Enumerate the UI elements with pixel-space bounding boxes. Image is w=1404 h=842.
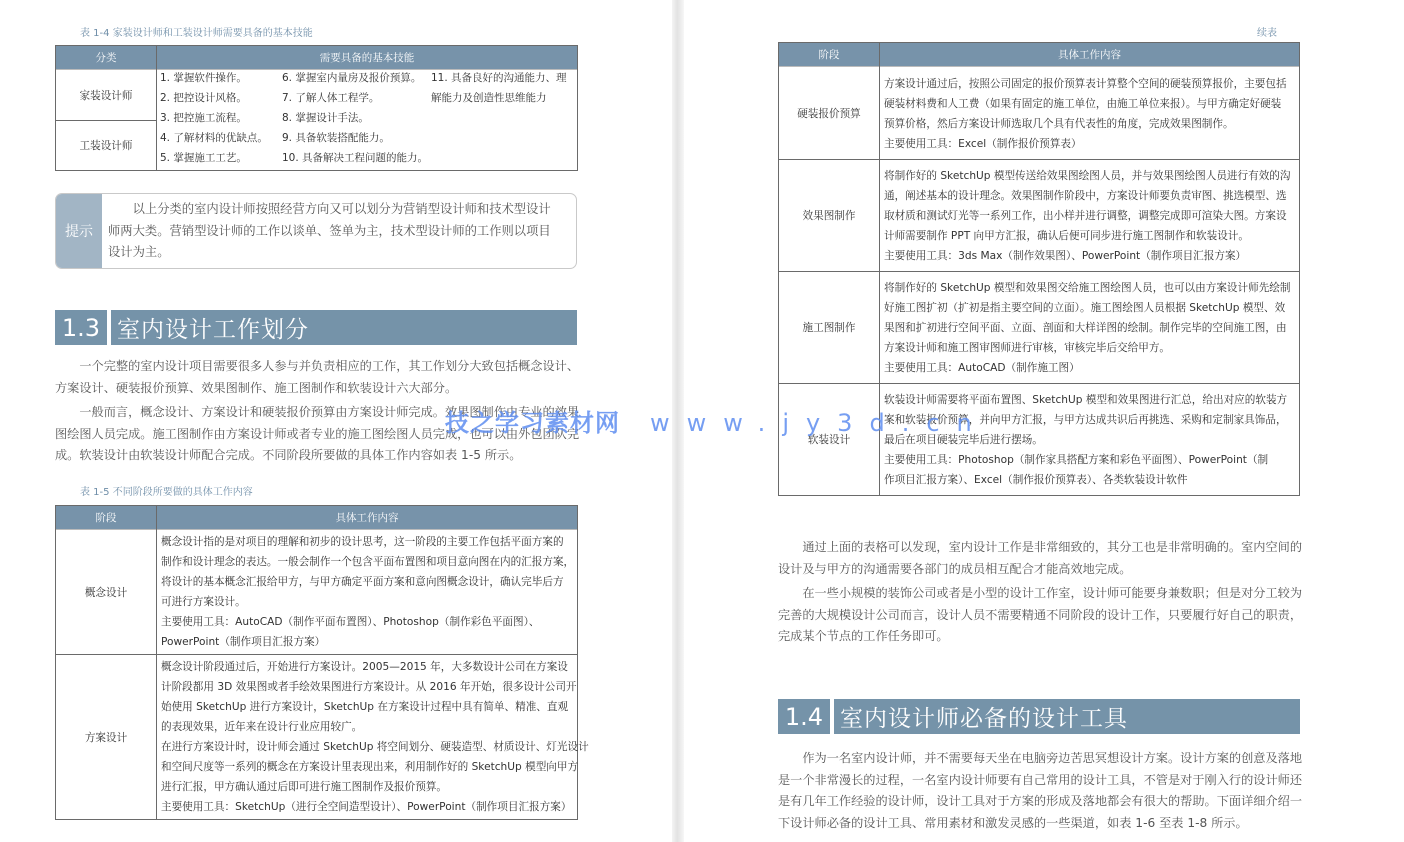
skills-column — [282, 68, 428, 168]
text-line: 最后在项目硬装完毕后进行摆场。 — [884, 434, 1043, 446]
text-line: 方案设计、硬装报价预算、效果图制作、施工图制作和软装设计六大部分。 — [55, 380, 458, 395]
text-line: PowerPoint（制作项目汇报方案） — [161, 636, 326, 648]
text-line: 3. 把控施工流程。 — [160, 112, 247, 124]
text-line: 主要使用工具：SketchUp（进行全空间造型设计）、PowerPoint（制作项目汇报方案） — [161, 801, 572, 813]
stage-table — [55, 505, 589, 820]
text-line: 主要使用工具：Excel（制作报价预算表） — [884, 138, 1082, 150]
tip-label: 提示 — [56, 194, 102, 268]
section-title: 室内设计工作划分 — [117, 317, 309, 343]
column-header: 分类 — [56, 46, 157, 70]
stage-cell: 软装设计 — [779, 384, 880, 496]
content-cell — [880, 272, 1300, 384]
text-line: 完成某个节点的工作任务即可。 — [778, 629, 949, 643]
stage-cell: 硬装报价预算 — [779, 67, 880, 160]
text-line: 案和软装报价预算，并向甲方汇报，与甲方达成共识后再挑选、采购和定制家具饰品， — [884, 414, 1287, 426]
stage-cell: 施工图制作 — [779, 272, 880, 384]
table-caption: 表 1-4 家装设计师和工装设计师需要具备的基本技能 — [80, 28, 313, 39]
text-line: 预算价格，然后方案设计师选取几个具有代表性的角度，完成效果图制作。 — [884, 118, 1234, 130]
content-cell — [880, 160, 1300, 272]
table-row — [56, 655, 578, 820]
text-line: 1. 掌握软件操作。 — [160, 72, 247, 84]
text-line: 将制作好的 SketchUp 模型传送给效果图绘图人员，并与效果图绘图人员进行有效的沟 — [884, 170, 1291, 182]
paragraph — [55, 356, 579, 399]
text-line: 将制作好的 SketchUp 模型和效果图交给施工图绘图人员，也可以由方案设计师先绘制 — [884, 282, 1291, 294]
text-line: 下设计师必备的设计工具、常用素材和激发灵感的一些渠道，如表 1-6 至表 1-8 所示。 — [778, 815, 1248, 830]
text-line: 解能力及创造性思维能力 — [431, 92, 547, 104]
text-line: 作为一名室内设计师，并不需要每天坐在电脑旁边苦思冥想设计方案。设计方案的创意及落地 — [778, 751, 1303, 765]
table-caption: 表 1-5 不同阶段所要做的具体工作内容 — [80, 487, 253, 498]
text-line: 计阶段都用 3D 效果图或者手绘效果图进行方案设计。从 2016 年开始，很多设计公司开 — [161, 681, 577, 693]
text-line: 主要使用工具：3ds Max（制作效果图）、PowerPoint（制作项目汇报方案） — [884, 250, 1247, 262]
column-header: 具体工作内容 — [157, 506, 578, 530]
text-line: 在一些小规模的装饰公司或者是小型的设计工作室，设计师可能要身兼数职；但是对分工较为 — [778, 586, 1303, 600]
text-line: 概念设计阶段通过后，开始进行方案设计。2005—2015 年，大多数设计公司在方案设 — [161, 661, 568, 673]
text-line: 2. 把控设计风格。 — [160, 92, 247, 104]
paragraph — [778, 748, 1302, 834]
text-line: 完善的大规模设计公司而言，设计人员不需要精通不同阶段的设计工作，只要履行好自己的职责， — [778, 607, 1303, 622]
content-cell — [880, 67, 1300, 160]
text-line: 图绘图人员完成。施工图制作由方案设计师或者专业的施工图绘图人员完成，也可以由外包团队完 — [55, 426, 580, 441]
stage-cell: 效果图制作 — [779, 160, 880, 272]
text-line: 以上分类的室内设计师按照经营方向又可以划分为营销型设计师和技术型设计 — [108, 202, 551, 216]
content-cell — [157, 530, 578, 655]
skills-column — [160, 68, 268, 168]
tip-box — [55, 193, 577, 269]
text-line: 始使用 SketchUp 进行方案设计，SketchUp 在方案设计过程中具有简单、精准、直观 — [161, 701, 569, 713]
text-line: 6. 掌握室内量房及报价预算。 — [282, 72, 422, 84]
text-line: 进行汇报，甲方确认通过后即可进行施工图制作及报价预算。 — [161, 781, 448, 793]
column-header: 阶段 — [779, 43, 880, 67]
text-line: 一般而言，概念设计、方案设计和硬装报价预算由方案设计师完成。效果图制作由专业的效果 — [55, 405, 580, 419]
text-line: 计师需要制作 PPT 向甲方汇报，确认后便可同步进行施工图制作和软装设计。 — [884, 230, 1249, 242]
stage-cell: 方案设计 — [56, 655, 157, 820]
section-number: 1.4 — [778, 699, 834, 734]
table-row — [779, 160, 1300, 272]
stage-cell: 概念设计 — [56, 530, 157, 655]
text-line: 果图和扩初进行空间平面、立面、剖面和大样详图的绘制。制作完毕的空间施工图，由 — [884, 322, 1287, 334]
text-line: 硬装材料费和人工费（如果有固定的施工单位，由施工单位来报）。与甲方确定好硬装 — [884, 98, 1282, 110]
text-line: 在进行方案设计时，设计师会通过 SketchUp 将空间划分、硬装造型、材质设计、灯光设计 — [161, 741, 589, 753]
section-heading — [778, 699, 1300, 734]
text-line: 软装设计师需要将平面布置图、SketchUp 模型和效果图进行汇总，给出对应的软装方 — [884, 394, 1288, 406]
table-row — [779, 67, 1300, 160]
text-line: 11. 具备良好的沟通能力、理 — [431, 72, 567, 84]
text-line: 通，阐述基本的设计理念。效果图制作阶段中，方案设计师要负责审图、挑选模型、选 — [884, 190, 1287, 202]
section-heading — [55, 310, 577, 345]
table-row — [56, 530, 578, 655]
text-line: 和空间尺度等一系列的概念在方案设计里表现出来，利用制作好的 SketchUp 模型向甲方 — [161, 761, 579, 773]
skills-column — [431, 68, 567, 108]
column-header: 具体工作内容 — [880, 43, 1300, 67]
text-line: 设计及与甲方的沟通需要各部门的成员相互配合才能高效地完成。 — [778, 561, 1132, 576]
table-row — [779, 272, 1300, 384]
text-line: 成。软装设计由软装设计师配合完成。不同阶段所要做的具体工作内容如表 1-5 所示。 — [55, 448, 522, 462]
text-line: 7. 了解人体工程学。 — [282, 92, 380, 104]
content-cell — [880, 384, 1300, 496]
paragraph — [778, 537, 1302, 580]
text-line: 4. 了解材料的优缺点。 — [160, 132, 268, 144]
text-line: 可进行方案设计。 — [161, 596, 246, 608]
text-line: 一个完整的室内设计项目需要很多人参与并负责相应的工作，其工作划分大致包括概念设计、 — [55, 359, 580, 373]
text-line: 方案设计师和施工图审图师进行审核，审核完毕后交给甲方。 — [884, 342, 1171, 354]
text-line: 主要使用工具：Photoshop（制作家具搭配方案和彩色平面图）、PowerPoint（制 — [884, 454, 1269, 466]
text-line: 师两大类。营销型设计师的工作以谈单、签单为主，技术型设计师的工作则以项目 — [108, 223, 551, 238]
text-line: 取材质和测试灯光等一系列工作，出小样并进行调整，调整完成即可渲染大图。方案设 — [884, 210, 1287, 222]
section-title: 室内设计师必备的设计工具 — [840, 706, 1128, 732]
category-cell: 工装设计师 — [56, 121, 157, 171]
watermark — [445, 403, 989, 438]
text-line: 5. 掌握施工工艺。 — [160, 152, 247, 164]
watermark-url: www.jy3d.cn — [650, 409, 989, 437]
text-line: 制作和设计理念的表达。一般会制作一个包含平面布置图和项目意向图在内的汇报方案， — [161, 556, 575, 568]
content-cell — [157, 655, 589, 820]
text-line: 主要使用工具：AutoCAD（制作施工图） — [884, 362, 1080, 374]
text-line: 通过上面的表格可以发现，室内设计工作是非常细致的，其分工也是非常明确的。室内空间的 — [778, 540, 1303, 554]
text-line: 是有几年工作经验的设计师，设计工具对于方案的形成及落地都会有很大的帮助。下面详细介绍一 — [778, 794, 1303, 808]
text-line: 将设计的基本概念汇报给甲方，与甲方确定平面方案和意向图概念设计，确认完毕后方 — [161, 576, 564, 588]
continued-label: 续表 — [1257, 28, 1277, 39]
text-line: 9. 具备软装搭配能力。 — [282, 132, 390, 144]
text-line: 10. 具备解决工程问题的能力。 — [282, 152, 429, 164]
text-line: 概念设计指的是对项目的理解和初步的设计思考，这一阶段的主要工作包括平面方案的 — [161, 536, 564, 548]
text-line: 主要使用工具：AutoCAD（制作平面布置图）、Photoshop（制作彩色平面图）、 — [161, 616, 540, 628]
text-line: 8. 掌握设计手法。 — [282, 112, 369, 124]
section-number: 1.3 — [55, 310, 111, 345]
text-line: 设计为主。 — [108, 245, 170, 259]
column-header: 阶段 — [56, 506, 157, 530]
text-line: 作项目汇报方案）、Excel（制作报价预算表）、各类软装设计软件 — [884, 474, 1188, 486]
text-line: 是一个非常漫长的过程，一名室内设计师要有自己常用的设计工具，不管是对于刚入行的设计师还 — [778, 772, 1303, 787]
column-header: 需要具备的基本技能 — [157, 46, 578, 70]
paragraph — [778, 583, 1302, 648]
text-line: 方案设计通过后，按照公司固定的报价预算表计算整个空间的硬装预算报价，主要包括 — [884, 78, 1287, 90]
watermark-name: 技之学习素材网 — [445, 409, 620, 437]
text-line: 好施工图扩初（扩初是指主要空间的立面）。施工图绘图人员根据 SketchUp 模型、效 — [884, 302, 1286, 314]
table-row — [779, 384, 1300, 496]
tip-text — [108, 199, 551, 264]
text-line: 的表现效果，近年来在设计行业应用较广。 — [161, 721, 363, 733]
category-cell: 家装设计师 — [56, 70, 157, 121]
